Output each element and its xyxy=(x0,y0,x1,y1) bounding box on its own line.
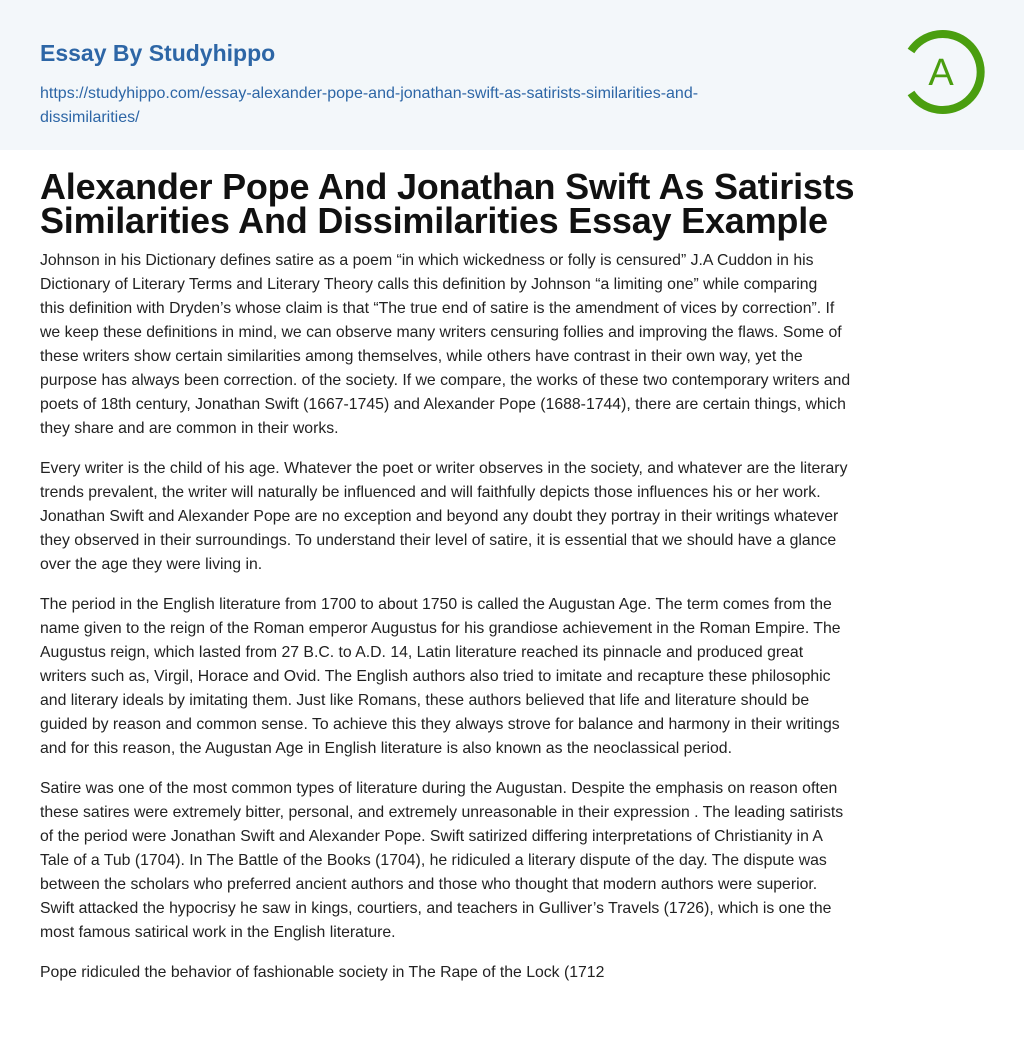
brand-title[interactable]: Essay By Studyhippo xyxy=(40,40,276,66)
essay-paragraph xyxy=(40,961,990,985)
paragraph-line: name given to the reign of the Roman emperor Augustus for his grandiose achievement in the Roman Empire. The xyxy=(40,620,841,637)
paragraph-line: between the scholars who preferred ancient authors and those who thought that modern authors were superior. xyxy=(40,876,818,893)
paragraph-line: they share and are common in their works. xyxy=(40,420,339,437)
paragraph-line: writers such as, Virgil, Horace and Ovid. The English authors also tried to imitate and recapture these philosophic xyxy=(40,668,831,685)
title-line: Similarities And Dissimilarities Essay Example xyxy=(40,200,828,241)
essay-paragraph xyxy=(40,593,990,761)
paragraph-line: Augustus reign, which lasted from 27 B.C. to A.D. 14, Latin literature reached its pinnacle and produced great xyxy=(40,644,804,661)
paragraph-line: this definition with Dryden’s whose claim is that “The true end of satire is the amendment of vices by correction”. If xyxy=(40,300,835,317)
essay-body xyxy=(40,249,990,1001)
paragraph-line: of the period were Jonathan Swift and Alexander Pope. Swift satirized differing interpretations of Christianity in A xyxy=(40,828,823,845)
paragraph-line: Every writer is the child of his age. Whatever the poet or writer observes in the society, and whatever are the literary xyxy=(40,460,848,477)
paragraph-line: these writers show certain similarities among themselves, while others have contrast in their own way, yet the xyxy=(40,348,803,365)
source-url-link[interactable] xyxy=(40,82,840,130)
paragraph-line: Dictionary of Literary Terms and Literary Theory calls this definition by Johnson “a limiting one” while comparing xyxy=(40,276,818,293)
url-line: https://studyhippo.com/essay-alexander-pope-and-jonathan-swift-as-satirists-similarities-and- xyxy=(40,85,699,102)
paragraph-line: Pope ridiculed the behavior of fashionable society in The Rape of the Lock (1712 xyxy=(40,964,605,981)
paragraph-line: The period in the English literature from 1700 to about 1750 is called the Augustan Age. The term comes from the xyxy=(40,596,832,613)
essay-paragraph xyxy=(40,777,990,945)
paragraph-line: most famous satirical work in the English literature. xyxy=(40,924,396,941)
page-title xyxy=(40,166,855,241)
paragraph-line: and literary ideals by imitating them. Just like Romans, these authors believed that life and literature should be xyxy=(40,692,810,709)
paragraph-line: over the age they were living in. xyxy=(40,556,263,573)
studyhippo-logo-icon[interactable] xyxy=(898,27,988,117)
paragraph-line: guided by reason and common sense. To achieve this they always strove for balance and harmony in their writings xyxy=(40,716,840,733)
paragraph-line: they observed in their surroundings. To understand their level of satire, it is essential that we should have a glance xyxy=(40,532,837,549)
paragraph-line: Swift attacked the hypocrisy he saw in kings, courtiers, and teachers in Gulliver’s Travels (1726), which is one the xyxy=(40,900,832,917)
paragraph-line: Johnson in his Dictionary defines satire as a poem “in which wickedness or folly is censured” J.A Cuddon in his xyxy=(40,252,814,269)
paragraph-line: Jonathan Swift and Alexander Pope are no exception and beyond any doubt they portray in their writings whatever xyxy=(40,508,839,525)
title-line: Alexander Pope And Jonathan Swift As Satirists xyxy=(40,166,855,207)
paragraph-line: purpose has always been correction. of the society. If we compare, the works of these two contemporary writers and xyxy=(40,372,851,389)
paragraph-line: Satire was one of the most common types of literature during the Augustan. Despite the emphasis on reason often xyxy=(40,780,838,797)
paragraph-line: these satires were extremely bitter, personal, and extremely unreasonable in their expression . The leading satirists xyxy=(40,804,844,821)
paragraph-line: and for this reason, the Augustan Age in English literature is also known as the neoclassical period. xyxy=(40,740,732,757)
paragraph-line: poets of 18th century, Jonathan Swift (1667-1745) and Alexander Pope (1688-1744), there are certain things, which xyxy=(40,396,846,413)
paragraph-line: trends prevalent, the writer will naturally be influenced and will faithfully depicts those influences his or her work. xyxy=(40,484,821,501)
svg-text:A: A xyxy=(928,52,954,94)
url-line: dissimilarities/ xyxy=(40,109,140,126)
essay-paragraph xyxy=(40,457,990,577)
paragraph-line: Tale of a Tub (1704). In The Battle of the Books (1704), he ridiculed a literary dispute of the day. The dispute was xyxy=(40,852,827,869)
essay-paragraph xyxy=(40,249,990,441)
paragraph-line: we keep these definitions in mind, we can observe many writers censuring follies and improving the flaws. Some of xyxy=(40,324,842,341)
site-header xyxy=(0,0,1024,150)
